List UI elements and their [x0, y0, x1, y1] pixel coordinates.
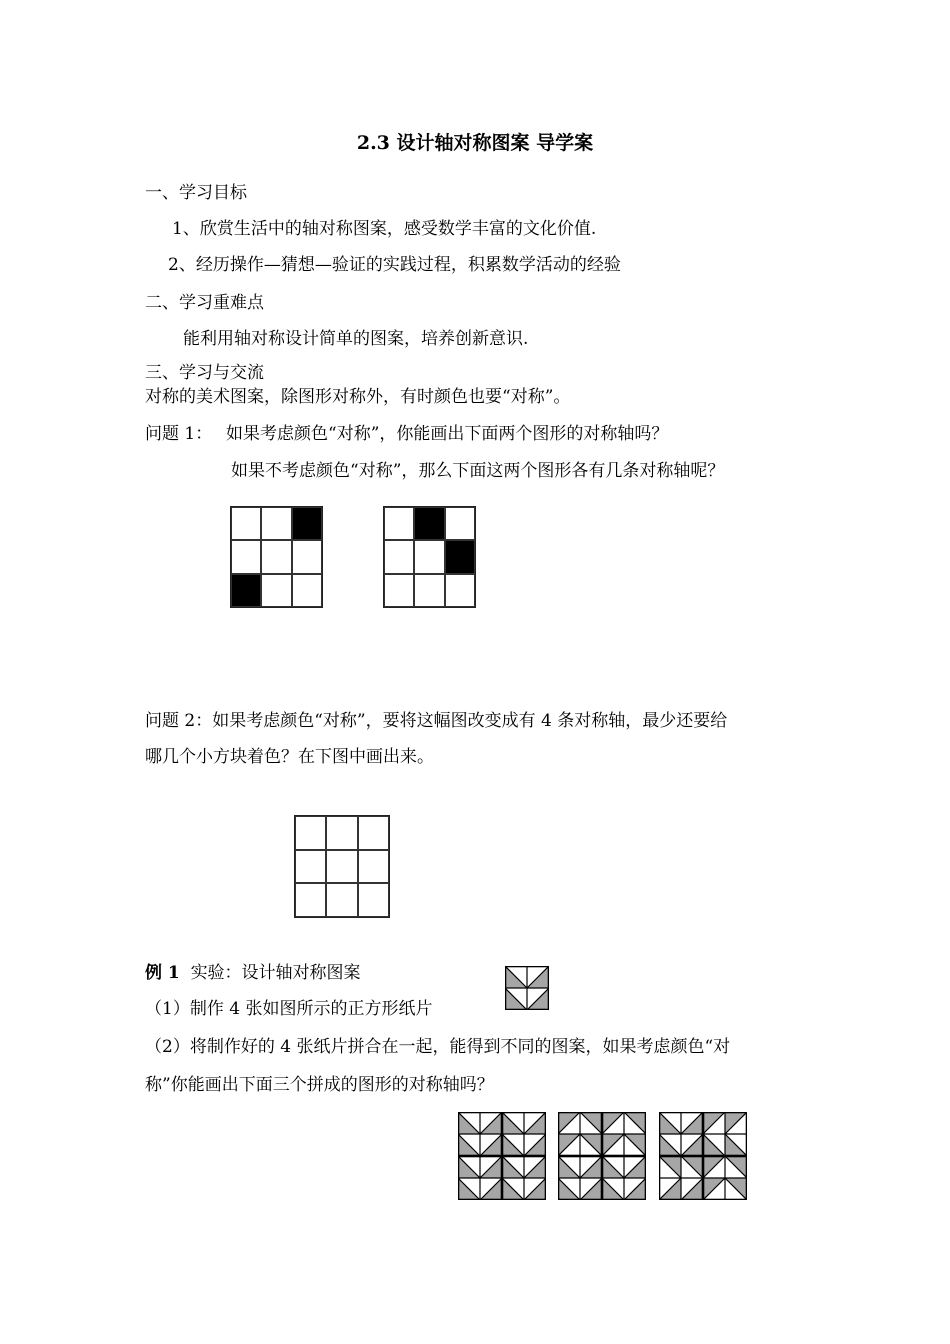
- grid-cell: [261, 507, 291, 540]
- page-title: 2.3 设计轴对称图案 导学案: [356, 132, 594, 154]
- grid-cell: [326, 850, 357, 884]
- grid-cell: [384, 507, 414, 540]
- tile-right: [659, 1156, 703, 1200]
- example-1-label: 例 1: [145, 963, 180, 983]
- tile-down: [558, 1156, 602, 1200]
- tile-down: [502, 1112, 546, 1156]
- section-3-heading: 三、学习与交流: [145, 363, 264, 383]
- composite-pattern-1: [458, 1112, 546, 1200]
- grid-cell: [292, 507, 322, 540]
- grid-cell: [231, 574, 261, 607]
- tile-up: [558, 1112, 602, 1156]
- grid-cell: [384, 574, 414, 607]
- tile-down: [602, 1156, 646, 1200]
- grid-cell: [414, 540, 444, 573]
- question-2-line-1: 问题 2：如果考虑颜色“对称”，要将这幅图改变成有 4 条对称轴，最少还要给: [145, 711, 728, 731]
- section-3-intro: 对称的美术图案，除图形对称外，有时颜色也要“对称”。: [145, 387, 571, 407]
- grid-cell: [414, 507, 444, 540]
- question-1-label: 问题 1：: [145, 424, 213, 444]
- grid-cell: [358, 850, 389, 884]
- paper-tile-figure: [505, 966, 549, 1010]
- tile-left: [703, 1112, 747, 1156]
- example-1-step-2-line-2: 称”你能画出下面三个拼成的图形的对称轴吗？: [145, 1075, 494, 1095]
- tile-down: [458, 1156, 502, 1200]
- grid-cell: [292, 574, 322, 607]
- composite-pattern-3: [659, 1112, 747, 1200]
- objective-1: 1、欣赏生活中的轴对称图案，感受数学丰富的文化价值.: [172, 219, 597, 239]
- grid-cell: [261, 574, 291, 607]
- grid-cell: [295, 850, 326, 884]
- tile-down: [505, 966, 549, 1010]
- grid-cell: [445, 574, 475, 607]
- grid-cell: [295, 816, 326, 850]
- composite-pattern-2: [558, 1112, 646, 1200]
- grid-cell: [358, 816, 389, 850]
- question-1-figure-1: [230, 506, 323, 608]
- grid-cell: [261, 540, 291, 573]
- tile-down: [659, 1112, 703, 1156]
- question-1-line-2: 如果不考虑颜色“对称”，那么下面这两个图形各有几条对称轴呢？: [231, 461, 725, 481]
- key-point-text: 能利用轴对称设计简单的图案，培养创新意识.: [183, 329, 529, 349]
- question-2-line-2: 哪几个小方块着色？在下图中画出来。: [145, 747, 434, 767]
- section-1-heading: 一、学习目标: [145, 183, 247, 203]
- question-2-figure: [294, 815, 390, 918]
- grid-cell: [231, 507, 261, 540]
- example-1-step-1: （1）制作 4 张如图所示的正方形纸片: [145, 999, 433, 1019]
- objective-2: 2、经历操作—猜想—验证的实践过程，积累数学活动的经验: [168, 255, 621, 275]
- example-1-heading: [145, 962, 361, 984]
- grid-cell: [445, 507, 475, 540]
- tile-down: [502, 1156, 546, 1200]
- grid-cell: [326, 816, 357, 850]
- question-1-line-1: 如果考虑颜色“对称”，你能画出下面两个图形的对称轴吗？: [226, 424, 669, 444]
- tile-down: [458, 1112, 502, 1156]
- grid-cell: [414, 574, 444, 607]
- tile-up: [703, 1156, 747, 1200]
- grid-cell: [231, 540, 261, 573]
- grid-cell: [384, 540, 414, 573]
- grid-cell: [295, 883, 326, 917]
- grid-cell: [326, 883, 357, 917]
- example-1-title: 实验：设计轴对称图案: [190, 963, 361, 983]
- grid-cell: [358, 883, 389, 917]
- grid-cell: [445, 540, 475, 573]
- section-2-heading: 二、学习重难点: [145, 293, 264, 313]
- question-1-figure-2: [383, 506, 476, 608]
- tile-up: [602, 1112, 646, 1156]
- grid-cell: [292, 540, 322, 573]
- example-1-step-2-line-1: （2）将制作好的 4 张纸片拼合在一起，能得到不同的图案，如果考虑颜色“对: [145, 1037, 731, 1057]
